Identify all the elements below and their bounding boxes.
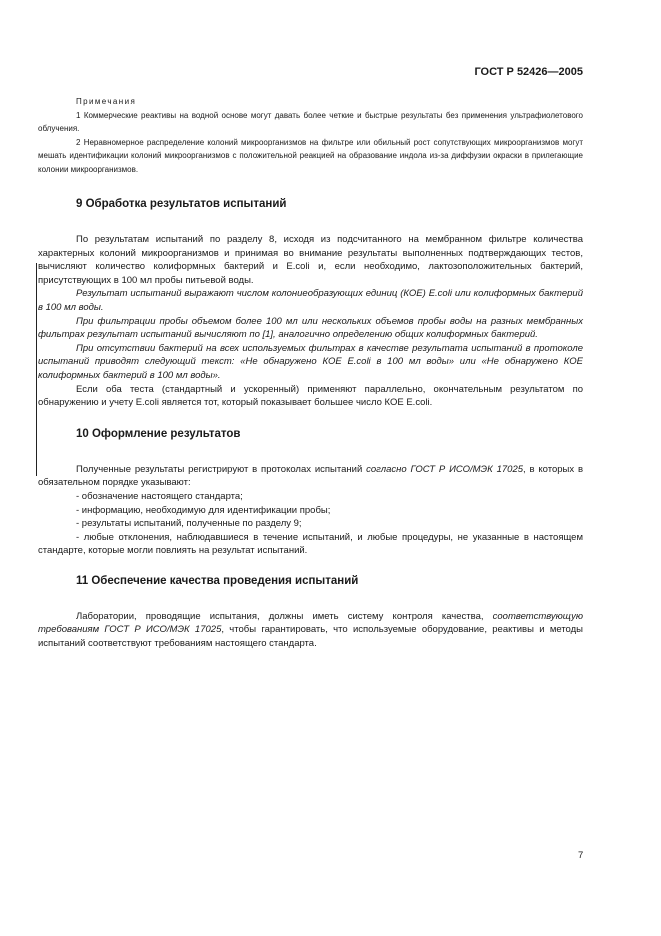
section-9-paragraph: Если оба теста (стандартный и ускоренный) применяют параллельно, окончательным результатом по обнаружению и учету E.coli является тот, который показывает большее число КОЕ E.coli. xyxy=(38,383,583,409)
section-9-paragraph: Результат испытаний выражают числом колониеобразующих единиц (КОЕ) E.coli или колиформных бактерий в 100 мл воды. xyxy=(38,288,583,313)
section-10-intro-text: Полученные результаты регистрируют в протоколах испытаний xyxy=(76,463,367,475)
section-9-heading: 9 Обработка результатов испытаний xyxy=(76,198,287,210)
section-10-heading: 10 Оформление результатов xyxy=(76,427,241,440)
list-item: - информацию, необходимую для идентификации пробы; xyxy=(76,504,331,516)
section-10-intro-tail: , в которых в обязательном порядке указывают: xyxy=(38,463,583,489)
section-9-paragraph: По результатам испытаний по разделу 8, исходя из подсчитанного на мембранном фильтре количества характерных колоний микроорганизмов и принимая во внимание результаты выполненных подтверждающих тестов, вычисляют количество колиформных бактерий и E.coli и, если необходимо, лактозоположительных бактерий, присутствующих в 100 мл пробы питьевой воды. xyxy=(38,234,583,286)
note-item: 1 Коммерческие реактивы на водной основе могут давать более четкие и быстрые результаты без применения ультрафиолетового облучения. xyxy=(38,110,583,133)
standard-id-header: ГОСТ Р 52426—2005 xyxy=(474,66,583,78)
section-10-intro-reference: согласно ГОСТ Р ИСО/МЭК 17025 xyxy=(366,463,524,475)
section-11 xyxy=(38,575,583,651)
page-number: 7 xyxy=(578,850,584,861)
note-item: 2 Неравномерное распределение колоний микроорганизмов на фильтре или обильный рост сопутствующих микроорганизмов могут мешать идентификации колоний микроорганизмов с положительной реакцией на образование индола из-за диффузии окраски в прилегающие колонии микроорганизмов. xyxy=(38,137,583,174)
section-11-reference: соответствующую требованиям ГОСТ Р ИСО/МЭК 17025 xyxy=(38,610,583,636)
section-11-paragraph xyxy=(38,610,583,651)
section-11-text: Лаборатории, проводящие испытания, должны иметь систему контроля качества, xyxy=(76,610,493,622)
section-11-heading: 11 Обеспечение качества проведения испытаний xyxy=(76,574,359,587)
page-content xyxy=(38,95,583,651)
list-item: - любые отклонения, наблюдавшиеся в течение испытаний, и любые процедуры, не указанные в настоящем стандарте, которые могли повлиять на результат испытаний. xyxy=(38,531,583,557)
section-11-tail: , чтобы гарантировать, что используемые оборудование, реактивы и методы испытаний соответствуют требованиям настоящего стандарта. xyxy=(38,624,584,650)
section-9 xyxy=(38,198,583,410)
section-9-paragraph: При отсутствии бактерий на всех используемых фильтрах в качестве результата испытаний в протоколе испытаний приводят следующий текст: «Не обнаружено КОЕ E.coli в 100 мл воды» или «Не обнаружено КОЕ колиформных бактерий в 100 мл воды». xyxy=(38,342,583,381)
notes-block xyxy=(38,95,583,176)
notes-title: Примечания xyxy=(76,97,137,106)
change-bar xyxy=(36,263,37,476)
section-10 xyxy=(38,428,583,558)
list-item: - результаты испытаний, полученные по разделу 9; xyxy=(76,518,302,530)
list-item: - обозначение настоящего стандарта; xyxy=(76,490,243,502)
section-9-paragraph: При фильтрации пробы объемом более 100 мл или нескольких объемов пробы воды на разных мембранных фильтрах результат испытаний вычисляют по [1], аналогично определению общих колиформных бактерий. xyxy=(38,315,583,341)
section-10-intro xyxy=(38,463,583,490)
